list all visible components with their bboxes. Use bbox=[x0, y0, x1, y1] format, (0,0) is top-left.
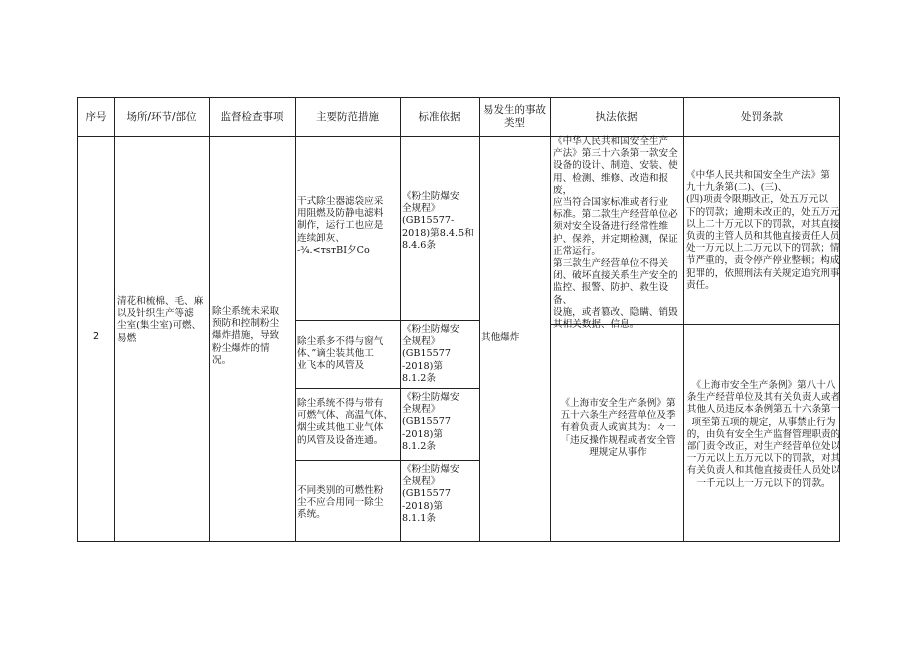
header-penalty: 处罚条款 bbox=[741, 110, 783, 123]
header-location: 场所/环节/部位 bbox=[126, 110, 197, 123]
col-divider bbox=[209, 98, 210, 541]
row-inspection: 除尘系统未采取 预防和控制粉尘 爆炸措施，导致 粉尘爆炸的情 况。 bbox=[212, 306, 280, 366]
law-basis-text: 《上海市安全生产条例》第 五十六条生产经营单位及季 有着负责人或寅其为：々一 「违反操作规程或者安全管 理规定从事作 bbox=[560, 398, 676, 458]
inspection-table bbox=[77, 97, 840, 542]
header-divider bbox=[78, 136, 839, 137]
row-divider bbox=[295, 460, 479, 461]
col-divider bbox=[114, 98, 115, 541]
law-basis-text: 《中华人民共和国安全生产 产法》第三十六条第一款安全 设备的设计、制造、安装、使 用、检测、维修、改造和报废， 应当符合国家标准或者行业 标准。第二款生产经营单位必 须对安全设备进行经常性维 护、保养，并定期检测，保证 正常运行。 第三款生产经营单位不得关 闭、破坏直接关系生产安全的 监控、报警、防护、救生设备、 设施，或者篡改、隐瞒、销毁 其相关数据、信息。 bbox=[553, 136, 678, 331]
measure-standard: 《粉尘防爆安 全规程》 (GB15577 -2018)第 8.1.2条 bbox=[402, 392, 460, 452]
measure-text: 除尘系多不得与窗气 体、”谪尘装其他工 业飞本的风管及 bbox=[297, 336, 384, 372]
header-inspection: 监督检查事项 bbox=[220, 110, 284, 123]
row-divider bbox=[295, 320, 479, 321]
header-law-basis: 执法依据 bbox=[595, 110, 638, 123]
measure-standard: 《粉尘防爆安 全规程》 (GB15577 -2018)第 8.1.1条 bbox=[402, 464, 460, 524]
header-measures: 主要防范措施 bbox=[316, 110, 379, 123]
measure-text: 干式除尘器滤袋应采 用阻燃及防静电滤料 制作，运行工也应是 连续卸灰、 -¾.<тsтBI夕Co bbox=[297, 196, 384, 256]
header-accident-type: 易发生的事故 类型 bbox=[483, 104, 546, 129]
measure-standard: 《粉尘防爆安 全规程》 (GB15577 -2018)第 8.1.2条 bbox=[402, 324, 460, 384]
row-accident-type: 其他爆炸 bbox=[481, 332, 520, 343]
measure-standard: 《粉尘防爆安 全规程》 (GB15577- 2018)第8.4.5和 8.4.6条 bbox=[402, 191, 474, 251]
measure-text: 除尘系统不得与带有 可燃气体、高温气体、 烟尘或其他工业气体 的风管及设备连通。 bbox=[297, 398, 393, 446]
col-divider bbox=[683, 98, 684, 541]
row-divider bbox=[295, 388, 479, 389]
header-index: 序号 bbox=[85, 110, 107, 123]
row-location: 清花和梳棉、毛、麻 以及针织生产等滤 尘室(集尘室)可燃、 易燃 bbox=[117, 296, 204, 344]
penalty-text: 《上海市安全生产条例》第八十八 条生产经营单位及其有关负责人或者 其他人员违反本条例第五十六条第一 项至第五项的规定，从事禁止行为 的，由负有安全生产监督管理职责的 部门责令改正，对生产经营单位处以 一万元以上五万元以下的罚款，对其 有关负责人和其他直接责任人员处以 一千元以上一万元以下的罚款。 bbox=[686, 380, 841, 489]
measure-text: 不同类别的可燃性粉 尘不应合用同一除尘 系统。 bbox=[297, 485, 384, 521]
row-index: 2 bbox=[92, 331, 100, 342]
col-divider bbox=[550, 98, 551, 541]
col-divider bbox=[479, 98, 480, 541]
header-standard: 标准依据 bbox=[418, 110, 461, 123]
penalty-text: 《中华人民共和国安全生产法》第 九十九条第(二)、(三)、 (四)项责令限期改正，处五万元以 下的罚款；逾期未改正的，处五万元 以上二十万元以下的罚款，对其直接 负责的主管人员和其他直接责任人员 处一万元以上二万元以下的罚款；情 节严重的，责令停产停业整顿；构成 犯罪的，依照刑法有关规定追究刑事 责任。 bbox=[686, 170, 840, 291]
